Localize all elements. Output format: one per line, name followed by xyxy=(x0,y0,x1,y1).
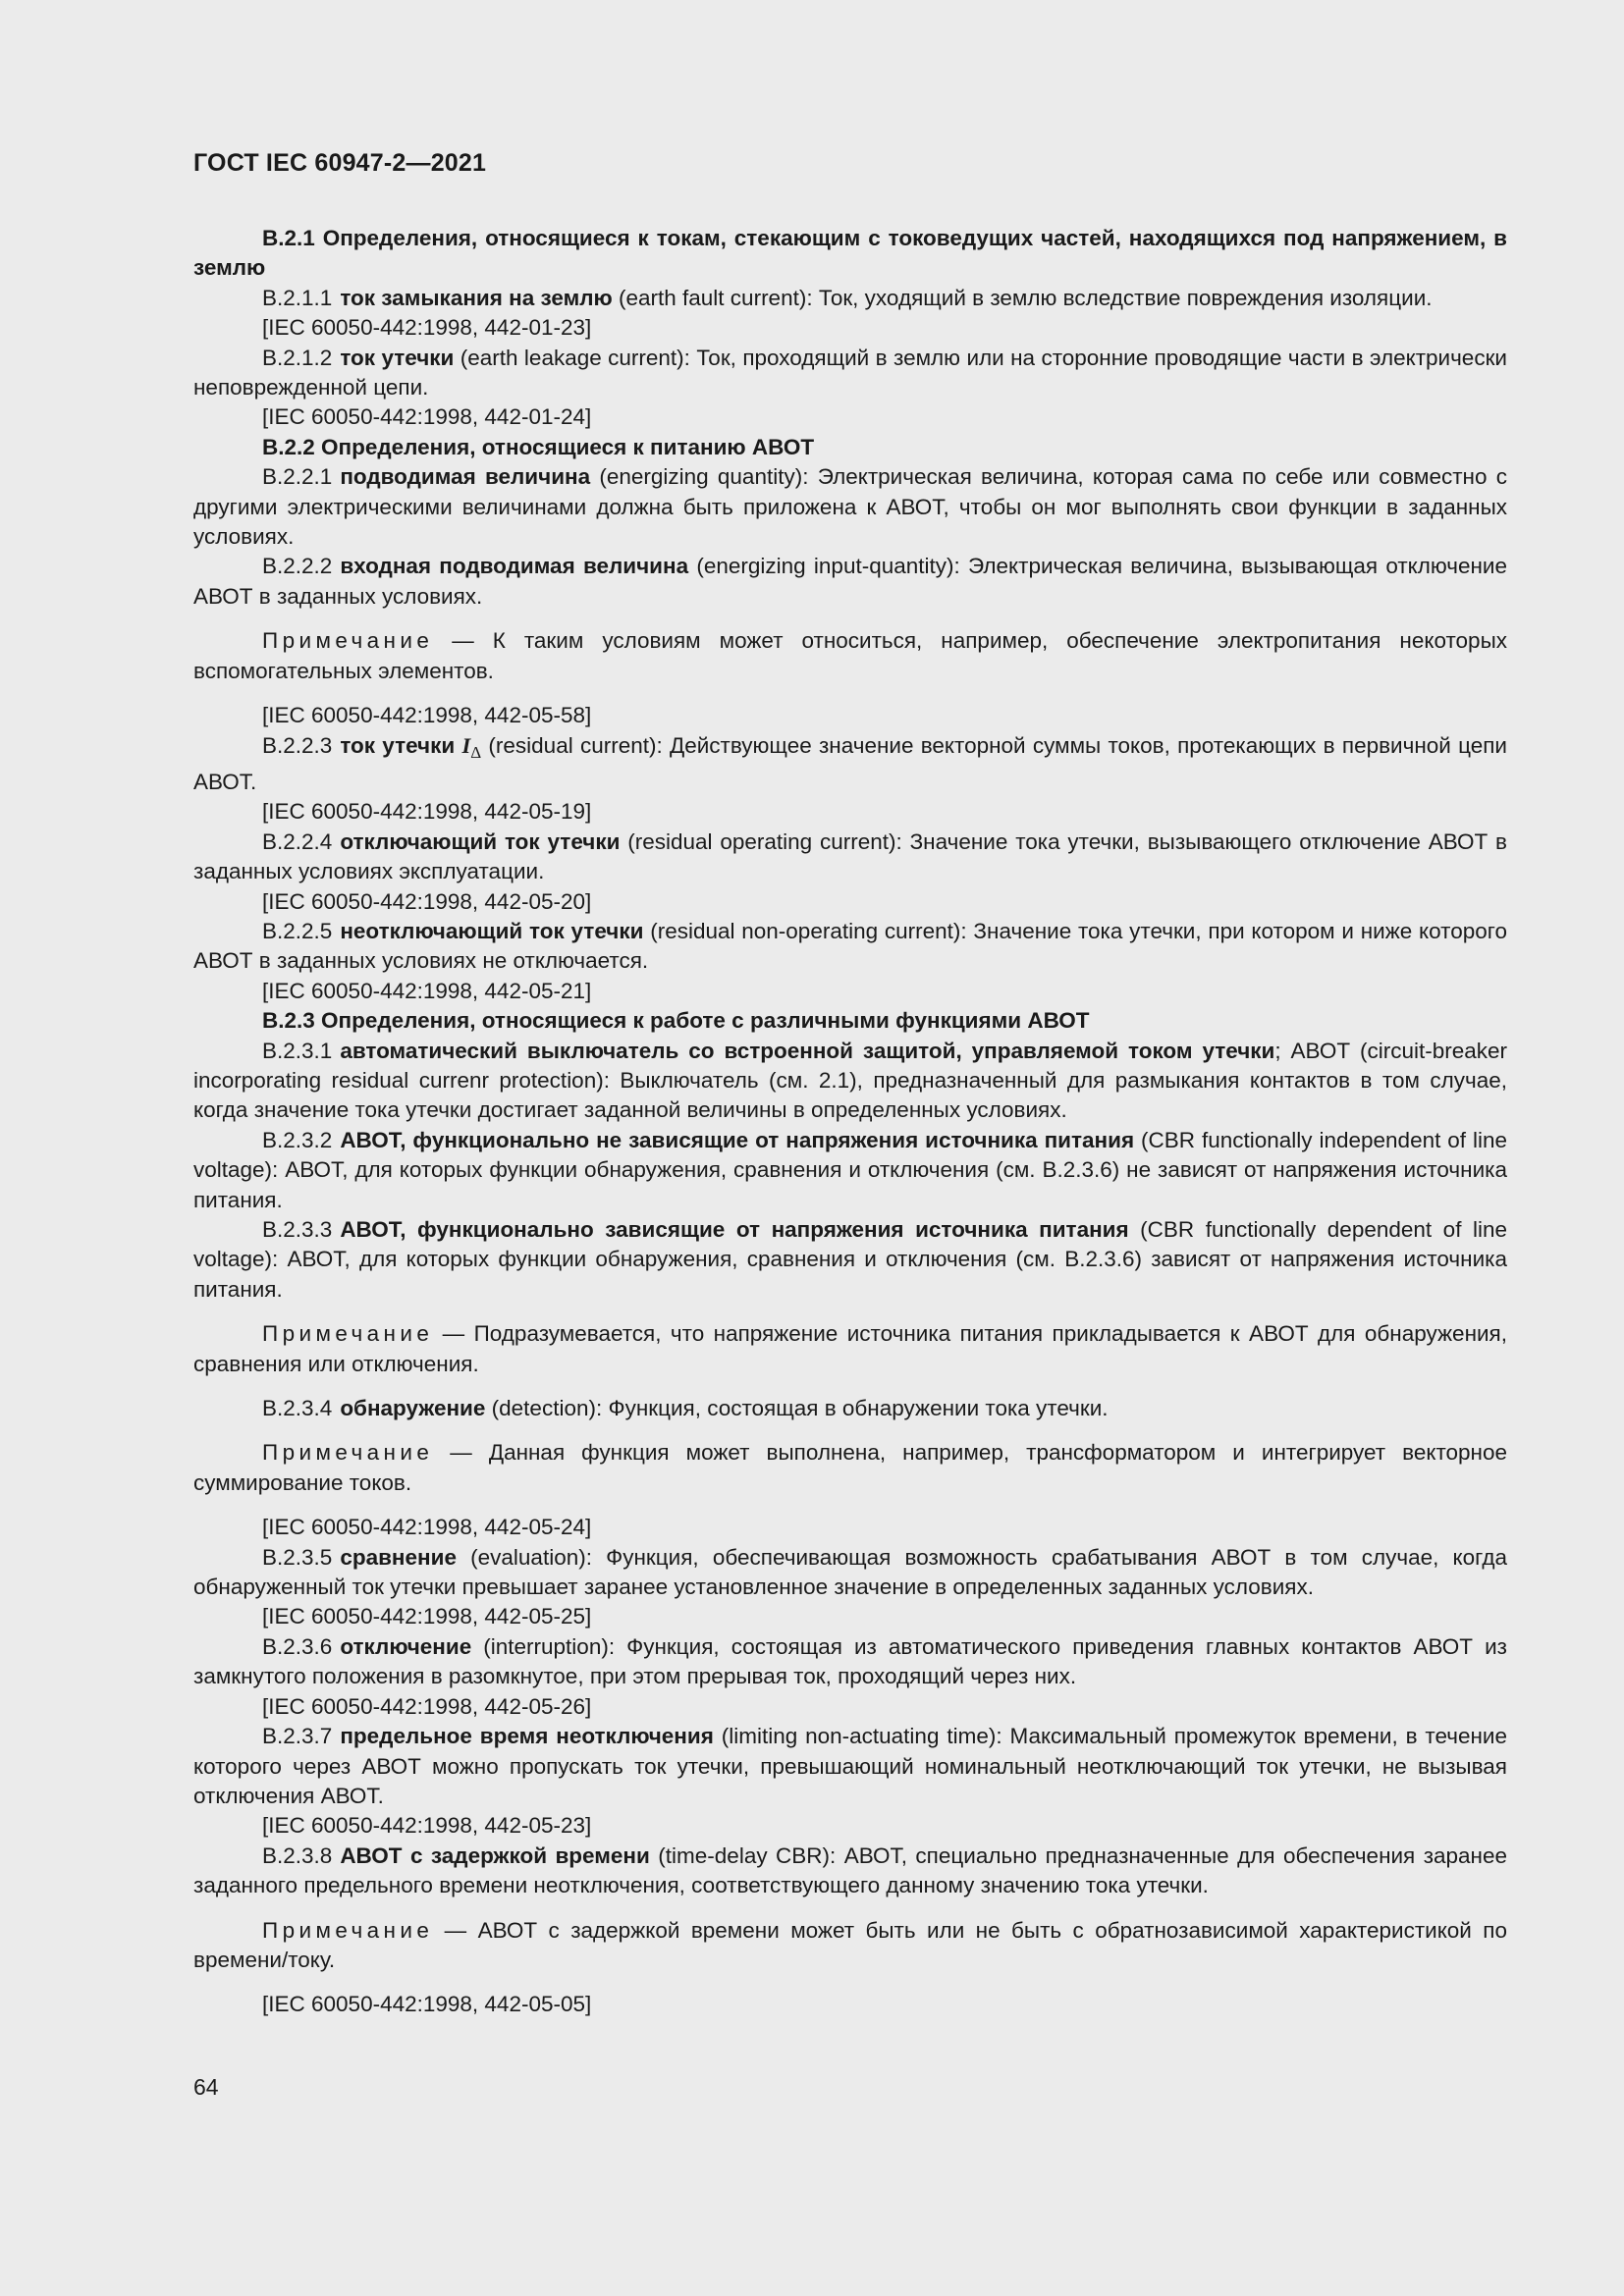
clause-number: В.2.1.1 xyxy=(262,285,333,310)
definition-b225 xyxy=(193,917,1507,977)
page-number: 64 xyxy=(193,2074,219,2100)
term: автоматический выключатель со встроенной защитой, управляемой током утечки xyxy=(340,1038,1275,1063)
definition-text: (energizing input-quantity): Электрическая величина, вызывающая отключение АВОТ в заданных условиях. xyxy=(193,554,1508,609)
clause-number: В.2.3.1 xyxy=(262,1038,333,1063)
term: АВОТ, функционально не зависящие от напряжения источника питания xyxy=(340,1127,1135,1152)
section-heading-b23: В.2.3 Определения, относящиеся к работе с различными функциями АВОТ xyxy=(262,1008,1090,1034)
reference-b236: [IEC 60050-442:1998, 442-05-26] xyxy=(262,1693,592,1719)
note-label: Примечание xyxy=(262,628,434,654)
clause-number: В.2.2.2 xyxy=(262,554,333,579)
definition-text: (earth fault current): Ток, уходящий в землю вследствие повреждения изоляции. xyxy=(612,285,1433,310)
definition-b235 xyxy=(193,1543,1507,1603)
definition-b236 xyxy=(193,1632,1507,1692)
definition-text: (CBR functionally independent of line voltage): АВОТ, для которых функции обнаружения, сравнения и отключения (см. В.2.3.6) не зависят от напряжения источника питания. xyxy=(193,1127,1508,1212)
symbol-subscript: Δ xyxy=(470,742,482,762)
clause-number: В.2.3.7 xyxy=(262,1724,333,1749)
definition-b231 xyxy=(193,1037,1507,1126)
definition-text: (residual non-operating current): Значение тока утечки, при котором и ниже которого АВОТ в заданных условиях не отключается. xyxy=(193,918,1507,974)
document-header: ГОСТ IEC 60947-2—2021 xyxy=(193,149,487,177)
term: ток утечки xyxy=(340,345,455,370)
definition-b212 xyxy=(193,344,1507,403)
term: ток утечки xyxy=(340,732,456,758)
definition-b221 xyxy=(193,462,1507,552)
definition-text: (time-delay CBR): АВОТ, специально предназначенные для обеспечения заранее заданного предельного времени неотключения, соответствующего данному значению тока утечки. xyxy=(193,1842,1507,1898)
term: АВОТ с задержкой времени xyxy=(340,1842,650,1868)
note-1 xyxy=(193,626,1507,686)
definition-b222 xyxy=(193,552,1507,612)
definition-b211 xyxy=(193,284,1507,313)
term: АВОТ, функционально зависящие от напряжения источника питания xyxy=(340,1217,1129,1242)
reference-b237: [IEC 60050-442:1998, 442-05-23] xyxy=(262,1813,592,1839)
definition-b232 xyxy=(193,1126,1507,1215)
section-heading-b22: В.2.2 Определения, относящиеся к питанию АВОТ xyxy=(262,434,815,459)
definition-text: (interruption): Функция, состоящая из автоматического приведения главных контактов АВОТ из замкнутого положения в разомкнутое, при этом прерывая ток, проходящий через них. xyxy=(193,1633,1507,1689)
reference-b223: [IEC 60050-442:1998, 442-05-19] xyxy=(262,799,592,825)
definition-b234 xyxy=(193,1394,1507,1423)
reference-b238: [IEC 60050-442:1998, 442-05-05] xyxy=(262,1992,592,2017)
definition-text: (evaluation): Функция, обеспечивающая возможность срабатывания АВОТ в том случае, когда обнаруженный ток утечки превышает заранее установленное значение в определенных заданных условиях. xyxy=(193,1544,1507,1600)
definition-b223 xyxy=(193,731,1507,798)
clause-number: В.2.3.4 xyxy=(262,1396,333,1421)
reference-b211: [IEC 60050-442:1998, 442-01-23] xyxy=(262,315,592,341)
clause-number: В.2.2.4 xyxy=(262,828,333,854)
definition-text: (residual operating current): Значение тока утечки, вызывающего отключение АВОТ в заданных условиях эксплуатации. xyxy=(193,828,1507,884)
term: предельное время неотключения xyxy=(340,1724,714,1749)
term: неотключающий ток утечки xyxy=(340,918,644,943)
definition-text: ; АВОТ (circuit-breaker incorporating residual currenr protection): Выключатель (см. 2.1), предназначенный для размыкания контактов в том случае, когда значение тока утечки достигает заданной величины в определенных условиях. xyxy=(193,1038,1508,1123)
term: обнаружение xyxy=(340,1396,486,1421)
note-label: Примечание xyxy=(262,1917,434,1943)
definition-b237 xyxy=(193,1722,1507,1811)
note-text: — К таким условиям может относиться, например, обеспечение электропитания некоторых вспомогательных элементов. xyxy=(193,628,1507,683)
clause-number: В.2.2.1 xyxy=(262,464,333,490)
reference-b212: [IEC 60050-442:1998, 442-01-24] xyxy=(262,404,592,430)
definition-text: (earth leakage current): Ток, проходящий в землю или на сторонние проводящие части в электрически неповрежденной цепи. xyxy=(193,345,1507,400)
note-3 xyxy=(193,1438,1507,1498)
reference-b224: [IEC 60050-442:1998, 442-05-20] xyxy=(262,888,592,914)
note-text: — Подразумевается, что напряжение источника питания прикладывается к АВОТ для обнаружения, сравнения или отключения. xyxy=(193,1321,1507,1376)
document-body xyxy=(193,224,1507,2020)
reference-b222: [IEC 60050-442:1998, 442-05-58] xyxy=(262,703,592,728)
section-heading-b21: В.2.1 Определения, относящиеся к токам, стекающим с токоведущих частей, находящихся под напряжением, в землю xyxy=(193,226,1507,281)
definition-b238 xyxy=(193,1842,1507,1901)
definition-text: (energizing quantity): Электрическая величина, которая сама по себе или совместно с другими электрическими величинами должна быть приложена к АВОТ, чтобы он мог выполнять свои функции в заданных условиях. xyxy=(193,464,1507,550)
reference-b235: [IEC 60050-442:1998, 442-05-25] xyxy=(262,1604,592,1629)
term: сравнение xyxy=(340,1544,457,1570)
clause-number: В.2.1.2 xyxy=(262,345,333,370)
term: входная подводимая величина xyxy=(340,554,689,579)
term: отключение xyxy=(340,1633,472,1659)
term: подводимая величина xyxy=(340,464,591,490)
definition-text: (residual current): Действующее значение векторной суммы токов, протекающих в первичной цепи АВОТ. xyxy=(193,732,1507,794)
note-4 xyxy=(193,1916,1507,1976)
definition-b233 xyxy=(193,1215,1507,1305)
clause-number: В.2.3.3 xyxy=(262,1217,333,1242)
clause-number: В.2.2.3 xyxy=(262,732,333,758)
clause-number: В.2.2.5 xyxy=(262,918,333,943)
reference-b225: [IEC 60050-442:1998, 442-05-21] xyxy=(262,978,592,1003)
clause-number: В.2.3.2 xyxy=(262,1127,333,1152)
clause-number: В.2.3.6 xyxy=(262,1633,333,1659)
note-2 xyxy=(193,1319,1507,1379)
note-label: Примечание xyxy=(262,1440,434,1466)
definition-text: (CBR functionally dependent of line voltage): АВОТ, для которых функции обнаружения, сравнения и отключения (см. В.2.3.6) зависят от напряжения источника питания. xyxy=(193,1217,1507,1302)
definition-text: (detection): Функция, состоящая в обнаружении тока утечки. xyxy=(485,1396,1109,1421)
note-text: — Данная функция может выполнена, например, трансформатором и интегрирует векторное суммирование токов. xyxy=(193,1440,1507,1495)
note-label: Примечание xyxy=(262,1321,434,1347)
note-text: — АВОТ с задержкой времени может быть или не быть с обратнозависимой характеристикой по времени/току. xyxy=(193,1917,1507,1972)
term: ток замыкания на землю xyxy=(340,285,613,310)
residual-current-symbol xyxy=(461,732,482,762)
symbol-letter: I xyxy=(461,732,471,758)
clause-number: В.2.3.8 xyxy=(262,1842,333,1868)
definition-text: (limiting non-actuating time): Максимальный промежуток времени, в течение которого через АВОТ можно пропускать ток утечки, превышающий номинальный неотключающий ток утечки, не вызывая отключения АВОТ. xyxy=(193,1724,1507,1808)
term: отключающий ток утечки xyxy=(340,828,621,854)
clause-number: В.2.3.5 xyxy=(262,1544,333,1570)
reference-b234: [IEC 60050-442:1998, 442-05-24] xyxy=(262,1515,592,1540)
definition-b224 xyxy=(193,828,1507,887)
